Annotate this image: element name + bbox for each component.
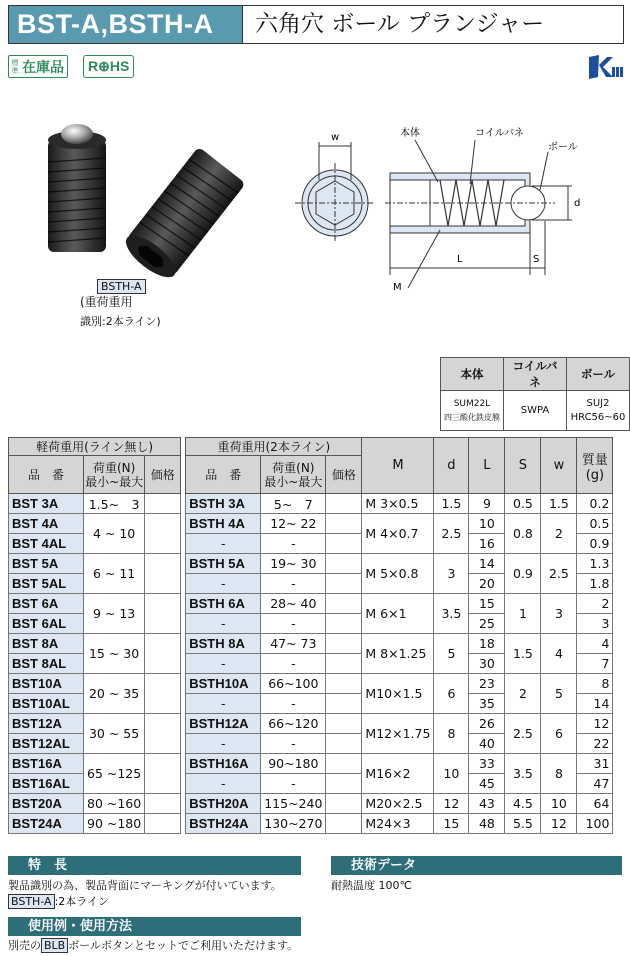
drawing-label-coil: コイルバネ (475, 128, 524, 139)
drawing-label-L: L (457, 254, 463, 265)
light-load: 15 ~ 30 (84, 634, 145, 674)
mass-g: 0.2 (577, 494, 613, 514)
dim-S: 3.5 (505, 754, 541, 794)
bst-part-no: BST20A (9, 794, 84, 814)
thread-M: M 5×0.8 (362, 554, 434, 594)
stock-badge-small: 標準 (11, 58, 19, 75)
product-caption-2: 識別:2本ライン) (80, 315, 161, 328)
heavy-price (326, 534, 362, 554)
table-row (9, 634, 613, 654)
usage-pre: 別売の (8, 939, 41, 952)
heavy-price (326, 494, 362, 514)
mass-g: 7 (577, 654, 613, 674)
material-body-1: SUM22L (453, 398, 491, 409)
light-load: 90 ~180 (84, 814, 145, 834)
bsth-part-no: BSTH 4A (186, 514, 261, 534)
material-header-coil: コイルバネ (504, 358, 567, 391)
thread-M: M 8×1.25 (362, 634, 434, 674)
dim-S: 1 (505, 594, 541, 634)
bst-part-no: BST12A (9, 714, 84, 734)
light-load: 80 ~160 (84, 794, 145, 814)
thread-M: M20×2.5 (362, 794, 434, 814)
col-load-light-2: 最小~最大 (85, 474, 144, 489)
bsth-part-no: - (186, 534, 261, 554)
dim-L: 33 (469, 754, 505, 774)
product-caption-1: (重荷重用 (80, 295, 133, 309)
thread-M: M24×3 (362, 814, 434, 834)
dim-w: 8 (541, 754, 577, 794)
mass-g: 22 (577, 734, 613, 754)
product-code: BST-A,BSTH-A (9, 6, 242, 43)
bsth-part-no: BSTH12A (186, 714, 261, 734)
tech-line-1: 耐熱温度 100℃ (331, 879, 412, 892)
stock-badge (8, 55, 68, 78)
mass-g: 3 (577, 614, 613, 634)
dim-L: 40 (469, 734, 505, 754)
light-price (145, 514, 181, 554)
table-row (9, 714, 613, 734)
mass-g: 14 (577, 694, 613, 714)
materials-table (440, 357, 630, 431)
dim-L: 14 (469, 554, 505, 574)
heavy-price (326, 594, 362, 614)
drawing-label-S: S (533, 254, 540, 265)
bsth-part-no: BSTH 8A (186, 634, 261, 654)
features-title: 特 長 (8, 856, 301, 875)
kipp-logo-icon (585, 53, 625, 81)
heavy-load: - (261, 774, 326, 794)
dim-w: 1.5 (541, 494, 577, 514)
heavy-load: - (261, 614, 326, 634)
heavy-price (326, 614, 362, 634)
heavy-price (326, 654, 362, 674)
bsth-part-no: - (186, 614, 261, 634)
heavy-load: 66~120 (261, 714, 326, 734)
bsth-part-no: BSTH16A (186, 754, 261, 774)
heavy-price (326, 714, 362, 734)
dim-S: 2.5 (505, 714, 541, 754)
heavy-load: 115~240 (261, 794, 326, 814)
dim-L: 43 (469, 794, 505, 814)
heavy-price (326, 754, 362, 774)
bsth-part-no: - (186, 694, 261, 714)
features-tag: BSTH-A (8, 894, 55, 909)
dim-d: 3 (434, 554, 469, 594)
dim-d: 15 (434, 814, 469, 834)
product-photo (38, 122, 248, 282)
dim-d: 6 (434, 674, 469, 714)
mass-g: 0.9 (577, 534, 613, 554)
bsth-part-no: BSTH20A (186, 794, 261, 814)
material-body-2: 四三酸化鉄皮膜 (444, 412, 500, 422)
dim-d: 1.5 (434, 494, 469, 514)
heavy-price (326, 574, 362, 594)
tech-title: 技術データ (331, 856, 622, 875)
header-bar (8, 5, 624, 44)
dim-w: 4 (541, 634, 577, 674)
col-d: d (434, 438, 469, 494)
heavy-load: - (261, 694, 326, 714)
bsth-part-no: BSTH 5A (186, 554, 261, 574)
usage-title: 使用例・使用方法 (8, 917, 301, 936)
drawing-label-d: d (574, 198, 581, 209)
heavy-load: 5~ 7 (261, 494, 326, 514)
technical-drawing (290, 120, 610, 300)
bsth-part-no: BSTH 3A (186, 494, 261, 514)
bst-part-no: BST 6AL (9, 614, 84, 634)
stock-badge-large: 在庫品 (22, 59, 64, 76)
mass-g: 1.3 (577, 554, 613, 574)
bsth-part-no: BSTH 6A (186, 594, 261, 614)
bsth-part-no: BSTH10A (186, 674, 261, 694)
col-price-light: 価格 (145, 456, 181, 494)
dim-S: 4.5 (505, 794, 541, 814)
material-coil: SWPA (504, 391, 567, 431)
dim-S: 5.5 (505, 814, 541, 834)
drawing-label-w: w (331, 132, 340, 143)
mass-g: 47 (577, 774, 613, 794)
dim-L: 26 (469, 714, 505, 734)
light-load: 30 ~ 55 (84, 714, 145, 754)
table-row (9, 754, 613, 774)
light-load: 4 ~ 10 (84, 514, 145, 554)
drawing-label-M: M (393, 282, 402, 293)
col-M: M (362, 438, 434, 494)
col-w: w (541, 438, 577, 494)
table-row (9, 794, 613, 814)
table-row (9, 494, 613, 514)
light-load: 6 ~ 11 (84, 554, 145, 594)
mass-g: 100 (577, 814, 613, 834)
dim-d: 2.5 (434, 514, 469, 554)
heavy-price (326, 554, 362, 574)
table-row (9, 674, 613, 694)
drawing-label-body: 本体 (400, 128, 420, 139)
light-price (145, 674, 181, 714)
dim-L: 48 (469, 814, 505, 834)
product-title: 六角穴 ボール プランジャー (242, 6, 623, 43)
dim-d: 5 (434, 634, 469, 674)
dim-S: 0.8 (505, 514, 541, 554)
dim-S: 2 (505, 674, 541, 714)
dim-S: 1.5 (505, 634, 541, 674)
heavy-load: - (261, 574, 326, 594)
light-load-group: 軽荷重用(ライン無し) (9, 438, 181, 456)
bst-part-no: BST 3A (9, 494, 84, 514)
col-price-heavy: 価格 (326, 456, 362, 494)
dim-L: 30 (469, 654, 505, 674)
heavy-load: - (261, 654, 326, 674)
dim-L: 18 (469, 634, 505, 654)
bsth-part-no: BSTH24A (186, 814, 261, 834)
features-line-2: :2本ライン (54, 895, 109, 908)
bst-part-no: BST 5AL (9, 574, 84, 594)
dim-L: 45 (469, 774, 505, 794)
light-load: 9 ~ 13 (84, 594, 145, 634)
mass-g: 31 (577, 754, 613, 774)
dim-S: 0.9 (505, 554, 541, 594)
dim-L: 25 (469, 614, 505, 634)
thread-M: M 6×1 (362, 594, 434, 634)
material-header-ball: ボール (567, 358, 630, 391)
mass-g: 4 (577, 634, 613, 654)
usage-tag: BLB (41, 938, 68, 953)
dim-L: 20 (469, 574, 505, 594)
bst-part-no: BST 4AL (9, 534, 84, 554)
features-line-1: 製品識別の為、製品背面にマーキングが付いています。 (8, 879, 282, 892)
col-S: S (505, 438, 541, 494)
material-ball-1: SUJ2 (586, 397, 610, 409)
dim-L: 23 (469, 674, 505, 694)
dim-d: 8 (434, 714, 469, 754)
dim-L: 16 (469, 534, 505, 554)
dim-w: 10 (541, 794, 577, 814)
dim-w: 6 (541, 714, 577, 754)
bst-part-no: BST10AL (9, 694, 84, 714)
light-load: 20 ~ 35 (84, 674, 145, 714)
heavy-price (326, 514, 362, 534)
heavy-load: 28~ 40 (261, 594, 326, 614)
mass-g: 0.5 (577, 514, 613, 534)
col-part-no-heavy: 品 番 (186, 456, 261, 494)
light-price (145, 714, 181, 754)
heavy-load: 90~180 (261, 754, 326, 774)
mass-g: 1.8 (577, 574, 613, 594)
thread-M: M16×2 (362, 754, 434, 794)
thread-M: M10×1.5 (362, 674, 434, 714)
light-price (145, 634, 181, 674)
dim-L: 10 (469, 514, 505, 534)
usage-post: ボールボタンとセットでご利用いただけます。 (68, 939, 299, 952)
bst-part-no: BST 6A (9, 594, 84, 614)
heavy-load: 12~ 22 (261, 514, 326, 534)
dim-w: 2.5 (541, 554, 577, 594)
heavy-load: 19~ 30 (261, 554, 326, 574)
material-ball-2: HRC56~60 (570, 411, 626, 423)
dim-w: 2 (541, 514, 577, 554)
col-mass-1: 質量 (581, 452, 608, 468)
heavy-price (326, 694, 362, 714)
light-price (145, 554, 181, 594)
spec-table (8, 437, 613, 834)
heavy-load: 47~ 73 (261, 634, 326, 654)
drawing-label-ball: ボール (548, 142, 578, 153)
bsth-part-no: - (186, 774, 261, 794)
heavy-load: - (261, 734, 326, 754)
heavy-load: 66~100 (261, 674, 326, 694)
light-load: 65 ~125 (84, 754, 145, 794)
dim-L: 35 (469, 694, 505, 714)
dim-w: 5 (541, 674, 577, 714)
col-mass-2: (g) (585, 467, 605, 483)
bsth-part-no: - (186, 734, 261, 754)
heavy-price (326, 794, 362, 814)
light-price (145, 494, 181, 514)
dim-d: 12 (434, 794, 469, 814)
bst-part-no: BST12AL (9, 734, 84, 754)
bst-part-no: BST 8A (9, 634, 84, 654)
col-load-heavy-2: 最小~最大 (264, 474, 323, 489)
dim-S: 0.5 (505, 494, 541, 514)
bsth-part-no: - (186, 654, 261, 674)
bst-part-no: BST16A (9, 754, 84, 774)
material-header-body: 本体 (441, 358, 504, 391)
bst-part-no: BST 8AL (9, 654, 84, 674)
bst-part-no: BST24A (9, 814, 84, 834)
col-load-light-1: 荷重(N) (92, 460, 136, 475)
dim-d: 3.5 (434, 594, 469, 634)
col-part-no-light: 品 番 (9, 456, 84, 494)
light-price (145, 754, 181, 794)
heavy-load-group: 重荷重用(2本ライン) (186, 438, 362, 456)
heavy-load: 130~270 (261, 814, 326, 834)
light-load: 1.5~ 3 (84, 494, 145, 514)
dim-w: 12 (541, 814, 577, 834)
heavy-price (326, 634, 362, 654)
light-price (145, 594, 181, 634)
table-row (9, 814, 613, 834)
col-L: L (469, 438, 505, 494)
heavy-price (326, 814, 362, 834)
mass-g: 8 (577, 674, 613, 694)
mass-g: 64 (577, 794, 613, 814)
table-row (9, 554, 613, 574)
bst-part-no: BST 5A (9, 554, 84, 574)
bst-part-no: BST10A (9, 674, 84, 694)
light-price (145, 794, 181, 814)
thread-M: M 4×0.7 (362, 514, 434, 554)
col-load-heavy-1: 荷重(N) (272, 460, 315, 475)
bst-part-no: BST16AL (9, 774, 84, 794)
product-tag: BSTH-A (97, 279, 146, 294)
light-price (145, 814, 181, 834)
heavy-price (326, 674, 362, 694)
table-row (9, 514, 613, 534)
thread-M: M12×1.75 (362, 714, 434, 754)
thread-M: M 3×0.5 (362, 494, 434, 514)
table-row (9, 594, 613, 614)
dim-d: 10 (434, 754, 469, 794)
dim-L: 9 (469, 494, 505, 514)
bst-part-no: BST 4A (9, 514, 84, 534)
dim-w: 3 (541, 594, 577, 634)
dim-L: 15 (469, 594, 505, 614)
heavy-load: - (261, 534, 326, 554)
mass-g: 12 (577, 714, 613, 734)
rohs-badge: R⊕HS (83, 55, 134, 78)
heavy-price (326, 734, 362, 754)
mass-g: 2 (577, 594, 613, 614)
heavy-price (326, 774, 362, 794)
bsth-part-no: - (186, 574, 261, 594)
